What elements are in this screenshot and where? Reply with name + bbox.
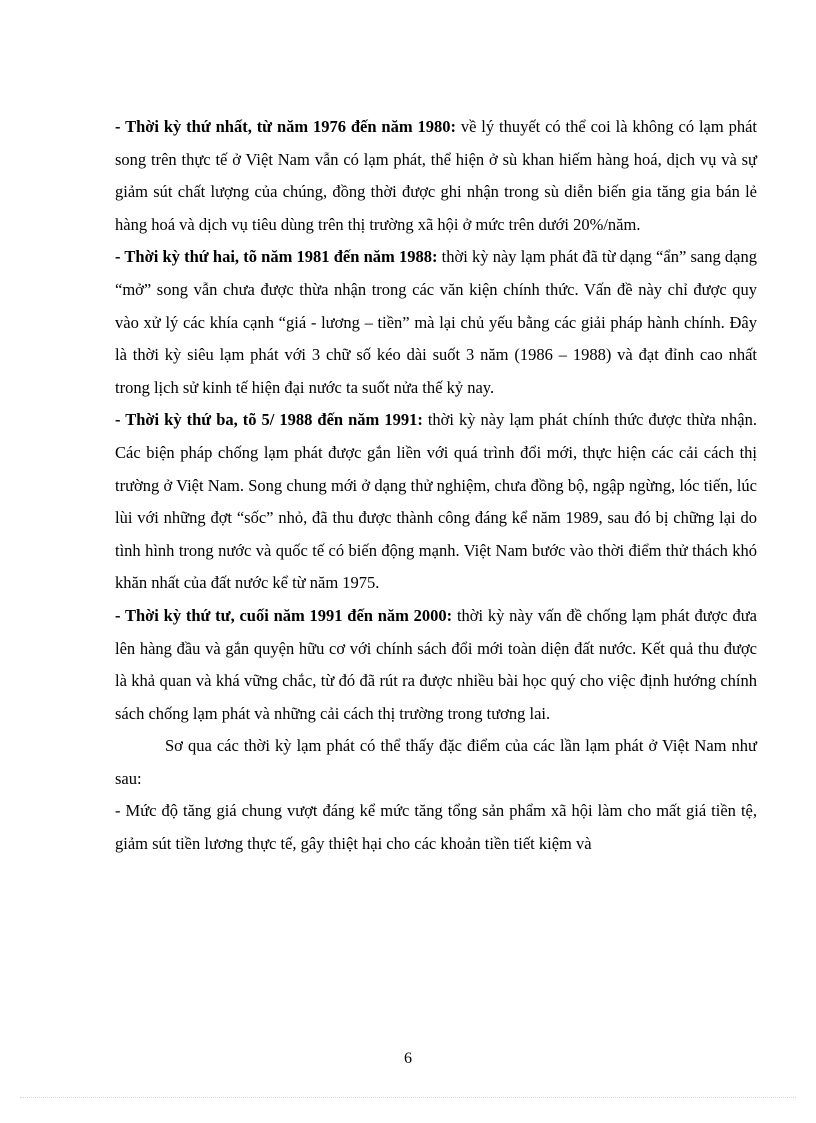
paragraph-period-1 <box>115 111 757 241</box>
paragraph-text: Sơ qua các thời kỳ lạm phát có thể thấy đặc điểm của các lần lạm phát ở Việt Nam như sau: <box>115 736 757 788</box>
paragraph-characteristic-1 <box>115 795 757 860</box>
paragraph-lead: - Thời kỳ thứ nhất, từ năm 1976 đến năm 1980: <box>115 117 456 136</box>
paragraph-period-4 <box>115 600 757 730</box>
paragraph-lead: - Thời kỳ thứ tư, cuối năm 1991 đến năm 2000: <box>115 605 453 625</box>
page-bottom-divider <box>20 1097 796 1098</box>
paragraph-text: thời kỳ này vấn đề chống lạm phát được đưa lên hàng đầu và gắn quyện hữu cơ với chính sách đổi mới toàn diện đất nước. Kết quả thu được là khả quan và khá vững chắc, từ đó đã rút ra được nhiều bài học quý cho việc định hướng chính sách chống lạm phát và những cải cách thị trường trong tương lai. <box>115 605 757 723</box>
paragraph-text: thời kỳ này lạm phát đã từ dạng “ẩn” sang dạng “mở” song vẫn chưa được thừa nhận trong các văn kiện chính thức. Vấn đề này chỉ được quy vào xử lý các khía cạnh “giá - lương – tiền” mà lại chủ yếu bằng các giải pháp hành chính. Đây là thời kỳ siêu lạm phát với 3 chữ số kéo dài suốt 3 năm (1986 – 1988) và đạt đỉnh cao nhất trong lịch sử kinh tế hiện đại nước ta suốt nửa thế kỷ nay. <box>115 247 757 397</box>
paragraph-text: - Mức độ tăng giá chung vượt đáng kể mức tăng tổng sản phẩm xã hội làm cho mất giá tiền tệ, giảm sút tiền lương thực tế, gây thiệt hại cho các khoản tiền tiết kiệm và <box>115 801 757 854</box>
paragraph-lead: - Thời kỳ thứ ba, tõ 5/ 1988 đến năm 1991: <box>115 410 423 430</box>
paragraph-text: thời kỳ này lạm phát chính thức được thừa nhận. Các biện pháp chống lạm phát được gắn liền với quá trình đổi mới, thực hiện các cải cách thị trường ở Việt Nam. Song chung mới ở dạng thử nghiệm, chưa đồng bộ, ngập ngừng, lóc tiến, lúc lùi với những đợt “sốc” nhỏ, đã thu được thành công đáng kể năm 1989, sau đó bị chững lại do tình hình trong nước và quốc tế có biến động mạnh. Việt Nam bước vào thời điểm thử thách khó khăn nhất của đất nước kể từ năm 1975. <box>115 410 757 593</box>
page-number: 6 <box>404 1050 412 1067</box>
paragraph-text: về lý thuyết có thể coi là không có lạm phát song trên thực tế ở Việt Nam vẫn có lạm phát, thể hiện ở sù khan hiếm hàng hoá, dịch vụ và sự giảm sút chất lượng của chúng, đồng thời được ghi nhận trong sù diễn biến gia tăng gia bán lẻ hàng hoá và dịch vụ tiêu dùng trên thị trường xã hội ở mức trên dưới 20%/năm. <box>115 117 757 234</box>
paragraph-period-2 <box>115 241 757 404</box>
page-body <box>115 111 757 861</box>
paragraph-period-3 <box>115 404 757 600</box>
paragraph-lead: - Thời kỳ thứ hai, tõ năm 1981 đến năm 1988: <box>115 247 438 267</box>
paragraph-summary-intro <box>115 730 757 795</box>
